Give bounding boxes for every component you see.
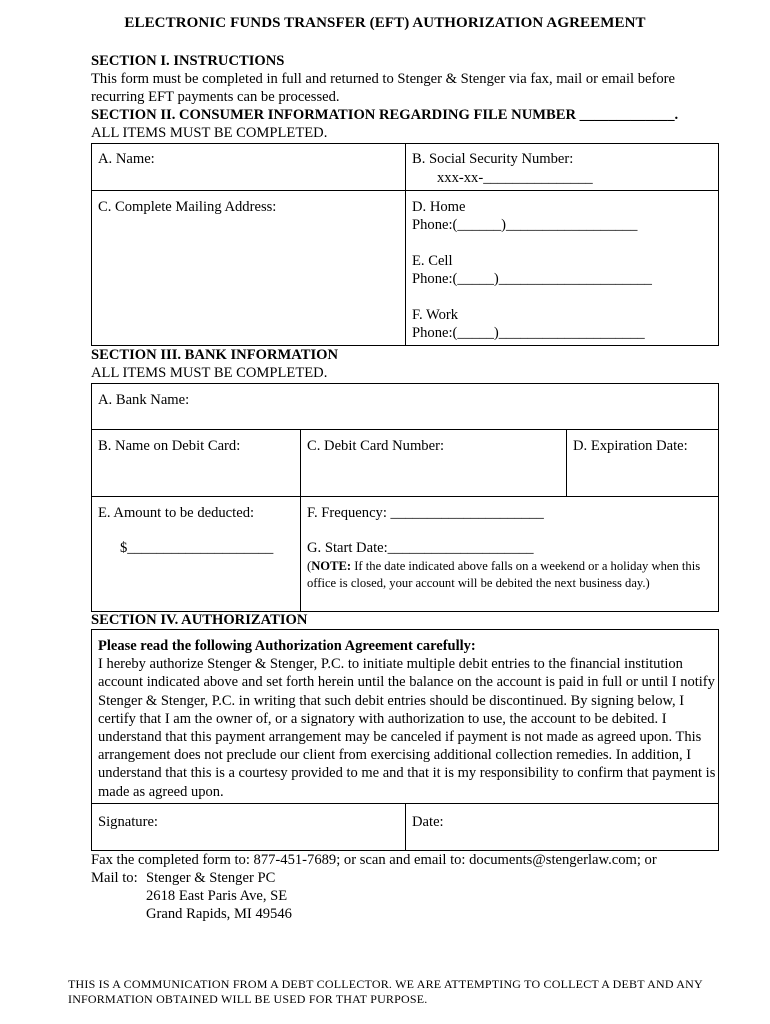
home-phone-field[interactable]: Phone:(______)__________________	[412, 217, 638, 233]
consumer-table-row-divider	[91, 190, 719, 191]
ssn-field[interactable]: xxx-xx-_______________	[437, 170, 593, 186]
signature-field[interactable]: Signature:	[98, 814, 158, 830]
name-field[interactable]: A. Name:	[98, 151, 155, 167]
bank-table-row-divider-1	[91, 429, 719, 430]
section-2-heading: SECTION II. CONSUMER INFORMATION REGARDING FILE NUMBER _____________.	[91, 107, 679, 123]
mail-to-label: Mail to:	[91, 870, 138, 886]
section-1-heading: SECTION I. INSTRUCTIONS	[91, 53, 285, 69]
authorization-body: I hereby authorize Stenger & Stenger, P.C. to initiate multiple debit entries to the financial institution account indicated above and set forth herein until the balance on the account is paid in full or until I notify Stenger & Stenger, P.C. in writing that such debit entries should be discontinued. By signing below, I certify that I am the owner of, or a signatory with authorization to use, the account to be debited. I understand that this payment arrangement may be canceled if payment is not made as agreed upon. This arrangement does not preclude our client from exercising additional collection remedies. In addition, I understand that this is a courtesy provided to me and that it is my responsibility to confirm that payment is made as agreed upon.	[98, 656, 716, 800]
mail-address-line-1: Stenger & Stenger PC	[146, 870, 276, 886]
frequency-field[interactable]: F. Frequency: _____________________	[307, 505, 544, 521]
mail-address-line-2: 2618 East Paris Ave, SE	[146, 888, 288, 904]
amount-field[interactable]: $____________________	[120, 540, 274, 556]
note-label: NOTE:	[311, 559, 352, 573]
bank-name-field[interactable]: A. Bank Name:	[98, 392, 190, 408]
start-date-field[interactable]: G. Start Date:____________________	[307, 540, 534, 556]
fax-email-line: Fax the completed form to: 877-451-7689; or scan and email to: documents@stengerlaw.com; or	[91, 852, 657, 868]
section-3-heading: SECTION III. BANK INFORMATION	[91, 347, 339, 363]
amount-label: E. Amount to be deducted:	[98, 505, 255, 521]
form-title: ELECTRONIC FUNDS TRANSFER (EFT) AUTHORIZATION AGREEMENT	[124, 15, 646, 31]
ssn-label: B. Social Security Number:	[412, 151, 574, 167]
weekend-note: (NOTE: If the date indicated above falls on a weekend or a holiday when this office is closed, your account will be debited the next business day.)	[307, 559, 701, 590]
bank-table-col-divider-2	[566, 429, 567, 496]
consumer-table-divider	[405, 143, 406, 346]
authorization-text	[98, 637, 716, 801]
signature-table-divider	[405, 803, 406, 851]
cell-phone-field[interactable]: Phone:(_____)_____________________	[412, 271, 652, 287]
mail-address-line-3: Grand Rapids, MI 49546	[146, 906, 292, 922]
debt-collector-notice: THIS IS A COMMUNICATION FROM A DEBT COLLECTOR. WE ARE ATTEMPTING TO COLLECT A DEBT AND ANY INFORMATION OBTAINED WILL BE USED FOR THAT PURPOSE.	[68, 977, 703, 1006]
name-on-card-field[interactable]: B. Name on Debit Card:	[98, 438, 241, 454]
section-2-subheading: ALL ITEMS MUST BE COMPLETED.	[91, 125, 328, 141]
home-phone-label: D. Home	[412, 199, 466, 215]
card-number-field[interactable]: C. Debit Card Number:	[307, 438, 444, 454]
work-phone-label: F. Work	[412, 307, 459, 323]
section-4-heading: SECTION IV. AUTHORIZATION	[91, 612, 308, 628]
work-phone-field[interactable]: Phone:(_____)____________________	[412, 325, 645, 341]
section-3-subheading: ALL ITEMS MUST BE COMPLETED.	[91, 365, 328, 381]
date-field[interactable]: Date:	[412, 814, 444, 830]
instructions-line-2: recurring EFT payments can be processed.	[91, 89, 340, 105]
expiration-date-field[interactable]: D. Expiration Date:	[573, 438, 688, 454]
bank-table-col-divider-1	[300, 429, 301, 612]
mailing-address-field[interactable]: C. Complete Mailing Address:	[98, 199, 277, 215]
authorization-intro: Please read the following Authorization Agreement carefully:	[98, 638, 476, 654]
cell-phone-label: E. Cell	[412, 253, 453, 269]
bank-table-row-divider-2	[91, 496, 719, 497]
instructions-line-1: This form must be completed in full and returned to Stenger & Stenger via fax, mail or email before	[91, 71, 675, 87]
